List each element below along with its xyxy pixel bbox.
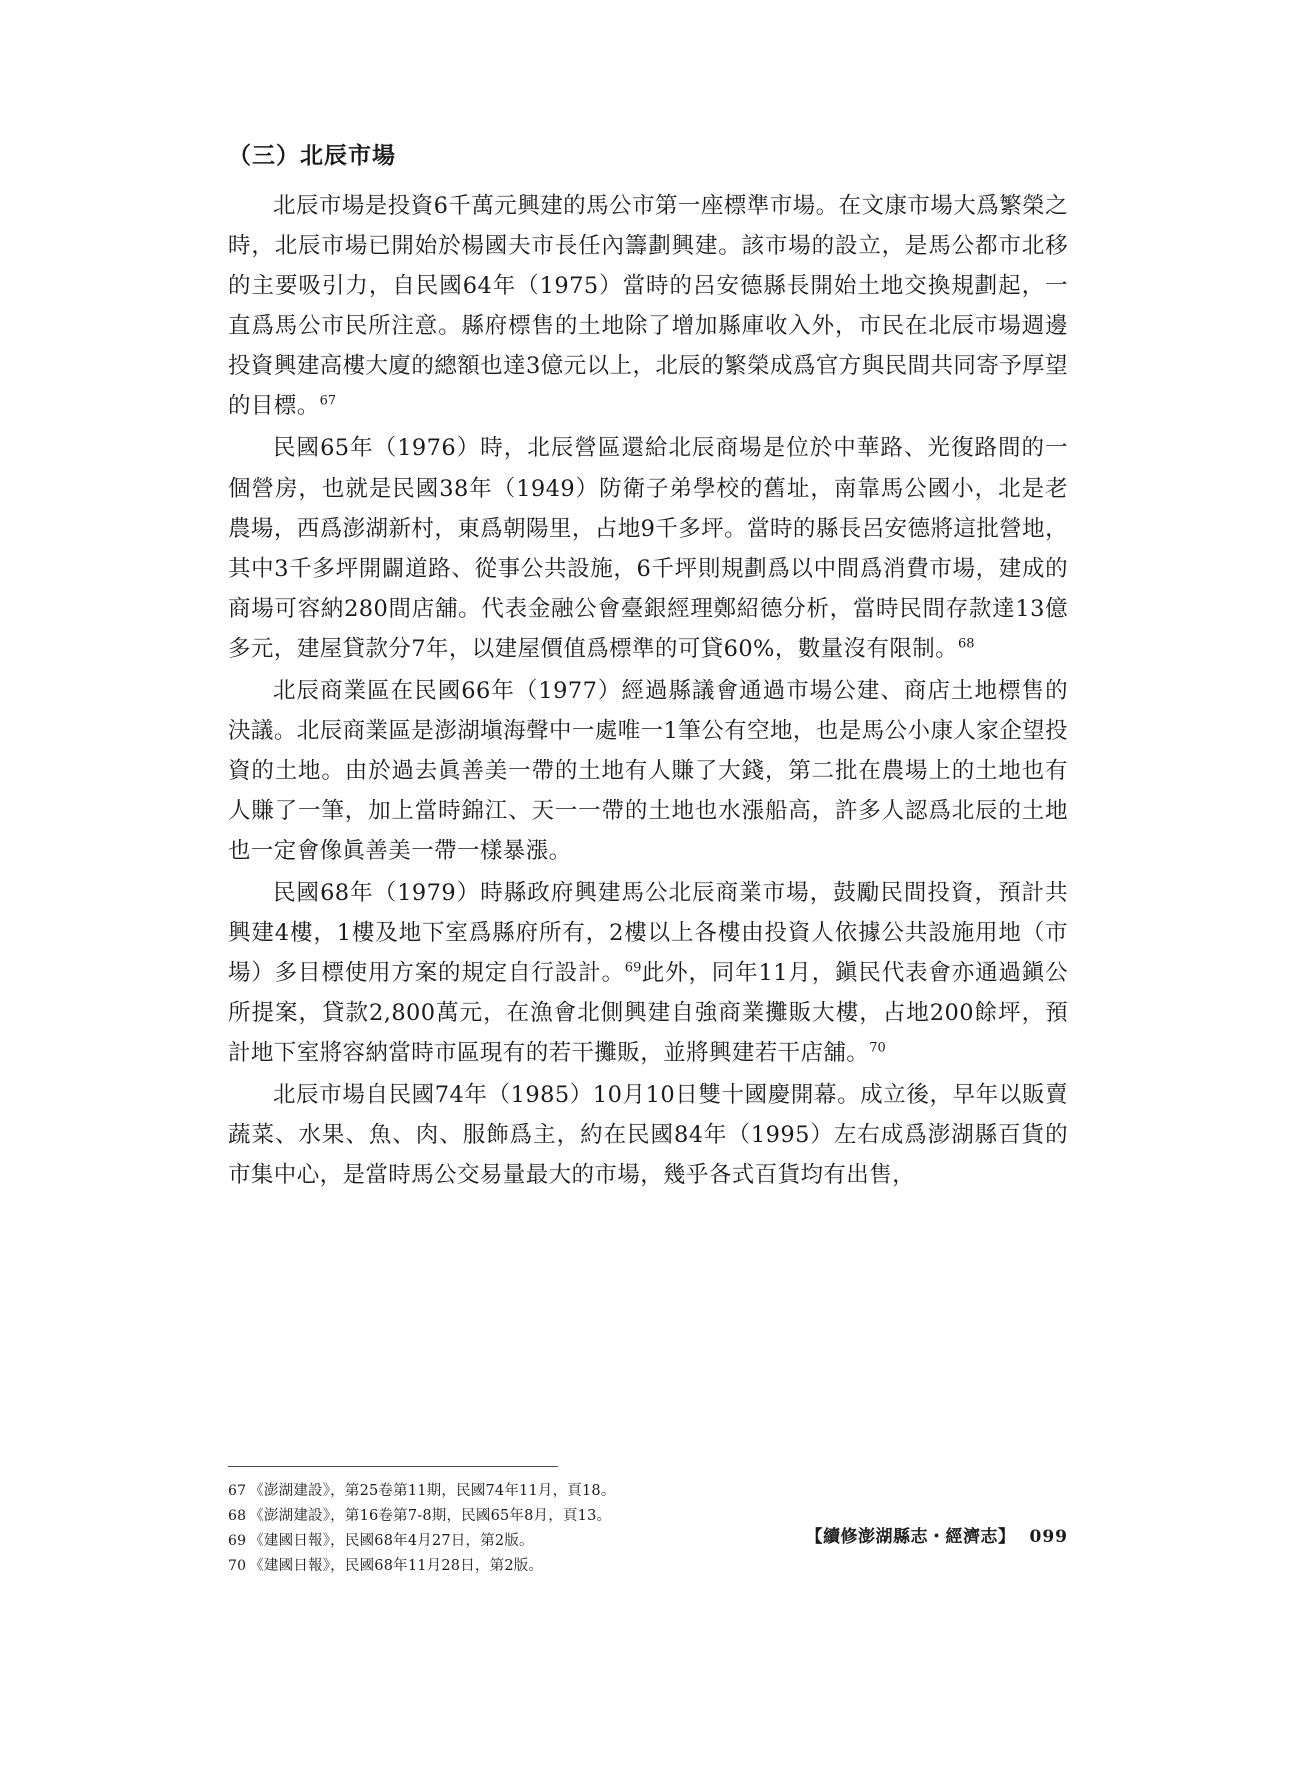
paragraph-3 xyxy=(228,671,1068,871)
footnote-text: 《澎湖建設》，第25卷第11期，民國74年11月，頁18。 xyxy=(249,1483,616,1499)
paragraph-3-text: 北辰商業區在民國66年（1977）經過縣議會通過市場公建、商店土地標售的決議。北辰商業區是澎湖塡海聲中一處唯一1筆公有空地，也是馬公小康人家企望投資的土地。由於過去眞善美一帶的土地有人賺了大錢，第二批在農場上的土地也有人賺了一筆，加上當時錦江、天一一帶的土地也水漲船高，許多人認爲北辰的土地也一定會像眞善美一帶一樣暴漲。 xyxy=(228,677,1068,864)
footnote-number: 68 xyxy=(228,1507,247,1524)
paragraph-5 xyxy=(228,1075,1068,1195)
paragraph-4 xyxy=(228,873,1068,1073)
paragraph-1 xyxy=(228,186,1068,426)
footnote-item xyxy=(228,1479,1068,1504)
footnote-ref-67: 67 xyxy=(319,393,337,409)
footnote-number: 70 xyxy=(228,1557,247,1574)
paragraph-2-text: 民國65年（1976）時，北辰營區還給北辰商場是位於中華路、光復路間的一個營房，也就是民國38年（1949）防衛子弟學校的舊址，南靠馬公國小，北是老農場，西爲澎湖新村，東爲朝陽里，占地9千多坪。當時的縣長呂安德將這批營地，其中3千多坪開闢道路、從事公共設施，6千坪則規劃爲以中間爲消費市場，建成的商場可容納280間店舖。代表金融公會臺銀經理鄭紹德分析，當時民間存款達13億多元，建屋貸款分7年，以建屋價值爲標準的可貸60%，數量沒有限制。 xyxy=(228,435,1068,662)
paragraph-5-text: 北辰市場自民國74年（1985）10月10日雙十國慶開幕。成立後，早年以販賣蔬菜、水果、魚、肉、服飾爲主，約在民國84年（1995）左右成爲澎湖縣百貨的市集中心，是當時馬公交易量最大的市場，幾乎各式百貨均有出售， xyxy=(228,1082,1068,1189)
paragraph-4-text-part-1: 民國68年（1979）時縣政府興建馬公北辰商業市場，鼓勵民間投資，預計共興建4樓，1樓及地下室爲縣府所有，2樓以上各樓由投資人依據公共設施用地（市場）多目標使用方案的規定自行設計。 xyxy=(228,879,1068,987)
footnote-number: 69 xyxy=(228,1532,247,1549)
page-number: 099 xyxy=(1029,1527,1068,1547)
footnote-ref-70: 70 xyxy=(869,1040,886,1056)
footnote-ref-69: 69 xyxy=(624,960,642,976)
page-content xyxy=(228,140,1068,1197)
footer-book-title: 【續修澎湖縣志・經濟志】 xyxy=(805,1527,1016,1547)
footnote-text: 《澎湖建設》，第16卷第7-8期，民國65年8月，頁13。 xyxy=(249,1507,612,1524)
footnote-item xyxy=(228,1554,1068,1579)
page-footer xyxy=(806,1522,1069,1547)
paragraph-4-text-part-2: 此外，同年11月，鎭民代表會亦通過鎭公所提案，貸款2,800萬元，在漁會北側興建自強商業攤販大樓，占地200餘坪，預計地下室將容納當時市區現有的若干攤販，並將興建若干店舖。 xyxy=(228,960,1068,1067)
paragraph-1-text: 北辰市場是投資6千萬元興建的馬公市第一座標準市場。在文康市場大爲繁榮之時，北辰市場已開始於楊國夫市長任內籌劃興建。該市場的設立，是馬公都市北移的主要吸引力，自民國64年（1975）當時的呂安德縣長開始土地交換規劃起，一直爲馬公市民所注意。縣府標售的土地除了增加縣庫收入外，市民在北辰市場週邊投資興建高樓大廈的總額也達3億元以上，北辰的繁榮成爲官方與民間共同寄予厚望的目標。 xyxy=(228,193,1068,420)
footnote-number: 67 xyxy=(228,1483,247,1499)
footnote-text: 《建國日報》，民國68年11月28日，第2版。 xyxy=(249,1557,544,1574)
footnote-ref-68: 68 xyxy=(958,636,975,652)
footnote-separator-rule xyxy=(228,1466,558,1467)
paragraph-2 xyxy=(228,428,1068,668)
footnote-text: 《建國日報》，民國68年4月27日，第2版。 xyxy=(249,1532,534,1549)
section-heading: （三）北辰市場 xyxy=(228,142,396,169)
